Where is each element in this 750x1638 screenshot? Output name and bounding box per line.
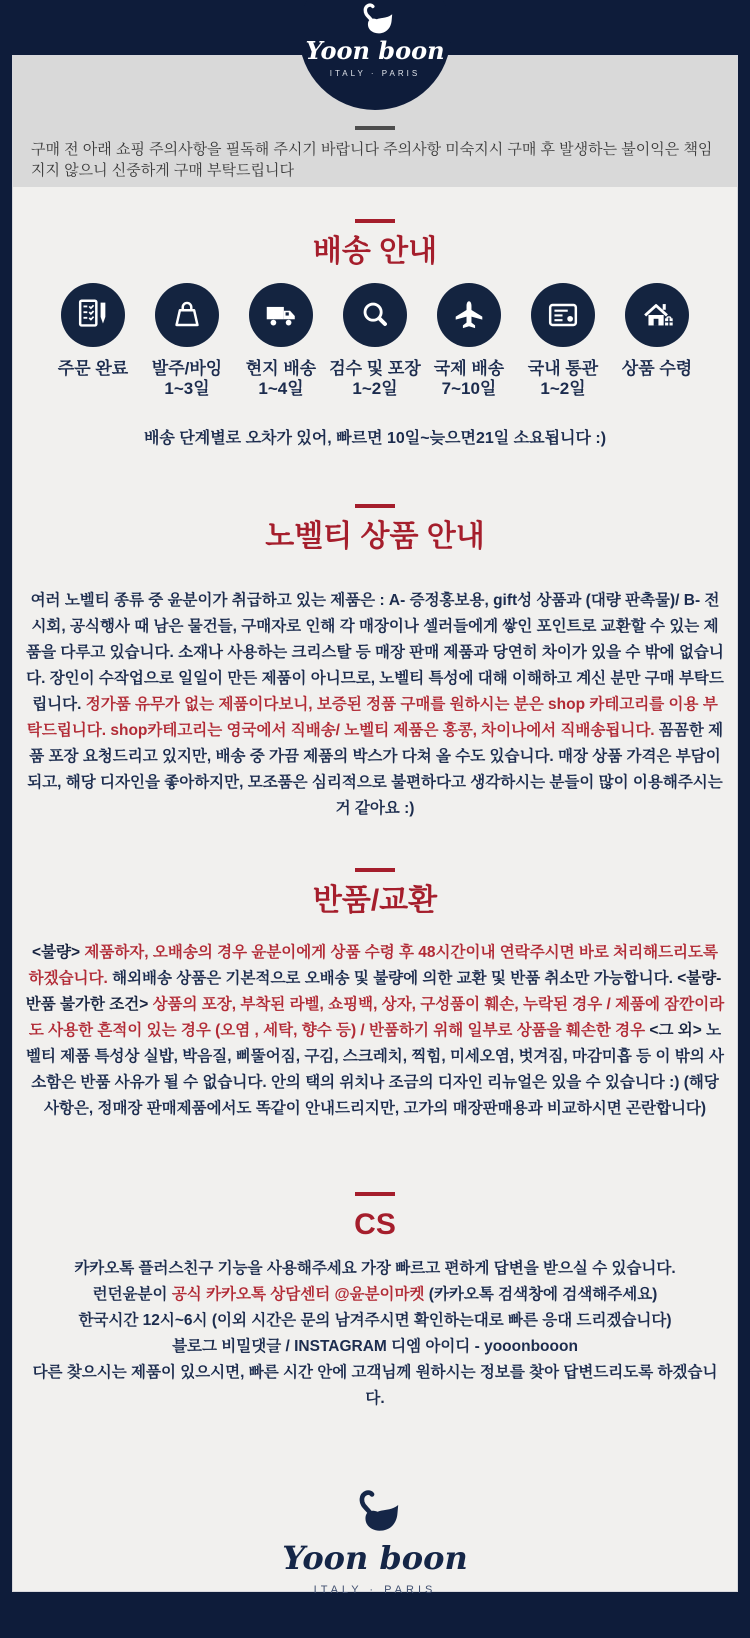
purchase-notice-text: 구매 전 아래 쇼핑 주의사항을 필독해 주시기 바랍니다 주의사항 미숙지시 구매 후 발생하는 불이익은 책임지지 않으니 신중하게 구매 부탁드립니다 xyxy=(31,141,713,179)
novelty-text-2: 꼼꼼한 제품 포장 요청드리고 있지만, 배송 중 가끔 제품의 박스가 다쳐 올 수도 있습니다. 매장 상품 가격은 부담이 되고, 해당 디자인을 좋아하지만, 모조품은 심리적으로 불편하다고 생각하시는 분들이 많이 이용해주시는 거 같아요 :) xyxy=(27,722,724,817)
brand-name: Yoon boon xyxy=(282,1539,468,1577)
cs-kakao-channel: 공식 카카오톡 상담센터 @윤분이마켓 xyxy=(171,1286,425,1303)
step-label: 주문 완료 xyxy=(57,359,129,378)
returns-section-title: 반품/교환 xyxy=(312,884,438,917)
cs-line-2-post: (카카오톡 검색창에 검색해주세요) xyxy=(428,1286,658,1303)
shipping-divider xyxy=(355,219,395,223)
returns-text-red-2: 상품의 포장, 부착된 라벨, 쇼핑백, 상자, 구성품이 훼손, 누락된 경우 / 제품에 잠깐이라도 사용한 흔적이 있는 경우 (오염 , 세탁, 향수 등) / 반품하기 위해 일부로 상품을 훼손한 경우 xyxy=(28,996,725,1039)
novelty-divider xyxy=(355,504,395,508)
step-circle xyxy=(437,283,501,347)
step-label: 상품 수령 xyxy=(621,359,693,378)
step-circle xyxy=(531,283,595,347)
shipping-steps-row xyxy=(13,283,737,399)
step-days: 1~4일 xyxy=(258,379,304,398)
home-gift-icon xyxy=(638,296,676,334)
step-days: 7~10일 xyxy=(441,379,497,398)
step-circle xyxy=(343,283,407,347)
footer-brand-logo xyxy=(13,1486,737,1596)
shipping-step-buying xyxy=(140,283,234,399)
brand-name: Yoon boon xyxy=(305,36,445,65)
cs-instagram-id: yooonbooon xyxy=(484,1338,578,1355)
plane-icon xyxy=(450,296,488,334)
step-label: 국내 통관 xyxy=(527,359,599,378)
step-label: 발주/바잉 xyxy=(151,359,223,378)
shipping-step-international xyxy=(422,283,516,399)
checklist-pencil-icon xyxy=(74,296,112,334)
cs-line-2 xyxy=(25,1282,725,1308)
cs-line-4-pre: 블로그 비밀댓글 / INSTAGRAM 디엠 아이디 - xyxy=(172,1338,480,1355)
swan-icon xyxy=(348,1486,402,1534)
step-label: 현지 배송 xyxy=(245,359,317,378)
step-circle xyxy=(61,283,125,347)
shipping-step-order xyxy=(46,283,140,399)
cs-line-2-pre: 런던윤분이 xyxy=(92,1286,168,1303)
step-days: 1~2일 xyxy=(352,379,398,398)
cs-line-5: 다른 찾으시는 제품이 있으시면, 빠른 시간 안에 고객님께 원하시는 정보를 찾아 답변드리도록 하겠습니다. xyxy=(32,1364,718,1407)
returns-text-navy-3: 노벨티 제품 특성상 실밥, 박음질, 삐뚤어짐, 구김, 스크레치, 찍힘, 미세오염, 벗겨짐, 마감미흡 등 이 밖의 사소함은 반품 사유가 될 수 없습니다. 안의 택의 위치나 조금의 디자인 리뉴얼은 있을 수 있습니다 :) (해당 사항은, 정매장 판매제품에서도 똑같이 안내드리지만, 고가의 매장판매용과 비교하시면 곤란합니다) xyxy=(26,1022,724,1117)
returns-label-etc: <그 외> xyxy=(649,1022,702,1039)
returns-paragraph xyxy=(25,940,725,1122)
cs-line-4 xyxy=(25,1334,725,1360)
shipping-note: 배송 단계별로 오차가 있어, 빠르면 10일~늦으면21일 소요됩니다 :) xyxy=(143,430,607,447)
shipping-step-receive xyxy=(610,283,704,399)
novelty-text-red: 정가품 유무가 없는 제품이다보니, 보증된 정품 구매를 원하시는 분은 shop 카테고리를 이용 부탁드립니다. shop카테고리는 영국에서 직배송/ 노벨티 제품은 홍콩, 차이나에서 직배송됩니다. xyxy=(26,696,718,739)
step-circle xyxy=(155,283,219,347)
step-circle xyxy=(249,283,313,347)
returns-divider xyxy=(355,868,395,872)
step-label: 검수 및 포장 xyxy=(329,359,421,378)
cs-divider xyxy=(355,1192,395,1196)
returns-text-red-1: 제품하자, 오배송의 경우 윤분이에게 상품 수령 후 48시간이내 연락주시면 바로 처리해드리도록 하겠습니다. xyxy=(28,944,718,987)
shipping-step-customs xyxy=(516,283,610,399)
step-days: 1~2일 xyxy=(540,379,586,398)
returns-label-defect: <불량> xyxy=(32,944,81,961)
step-circle xyxy=(625,283,689,347)
shipping-section-title: 배송 안내 xyxy=(312,235,438,268)
returns-label-conditions: <불량-반품 불가한 조건> xyxy=(25,970,722,1013)
cs-section-title: CS xyxy=(354,1208,396,1241)
novelty-paragraph xyxy=(25,588,725,822)
shipping-step-local-delivery xyxy=(234,283,328,399)
magnifier-icon xyxy=(356,296,394,334)
notice-divider xyxy=(355,126,395,130)
step-days: 1~3일 xyxy=(164,379,210,398)
shopping-bag-icon xyxy=(168,296,206,334)
brand-subtitle: ITALY · PARIS xyxy=(329,69,421,78)
step-label: 국제 배송 xyxy=(433,359,505,378)
shipping-step-inspection xyxy=(328,283,422,399)
truck-icon xyxy=(262,296,300,334)
cs-line-1: 카카오톡 플러스친구 기능을 사용해주세요 가장 빠르고 편하게 답변을 받으실 수 있습니다. xyxy=(74,1260,676,1277)
cs-line-3: 한국시간 12시~6시 (이외 시간은 문의 남겨주시면 확인하는대로 빠른 응대 드리겠습니다) xyxy=(78,1312,672,1329)
swan-icon xyxy=(355,0,395,36)
novelty-section-title: 노벨티 상품 안내 xyxy=(265,520,485,553)
novelty-text-1: 여러 노벨티 종류 중 윤분이가 취급하고 있는 제품은 : A- 증정홍보용, gift성 상품과 (대량 판촉물)/ B- 전시회, 공식행사 때 남은 물건들, 구매자로 인해 각 매장이나 셀러들에게 쌓인 포인트로 교환할 수 있는 제품을 다루고 있습니다. 소재나 사용하는 크리스탈 등 매장 판매 제품과 당연히 차이가 있을 수 밖에 없습니다. 장인이 수작업으로 일일이 만든 제품이 아니므로, 노벨티 특성에 대해 이해하고 계신 분만 구매 부탁드립니다. xyxy=(26,592,724,713)
returns-text-navy-1: 해외배송 상품은 기본적으로 오배송 및 불량에 의한 교환 및 반품 취소만 가능합니다. xyxy=(112,970,673,987)
content-card xyxy=(12,36,738,1596)
brand-subtitle: ITALY · PARIS xyxy=(313,1584,437,1596)
customs-doc-icon xyxy=(544,296,582,334)
